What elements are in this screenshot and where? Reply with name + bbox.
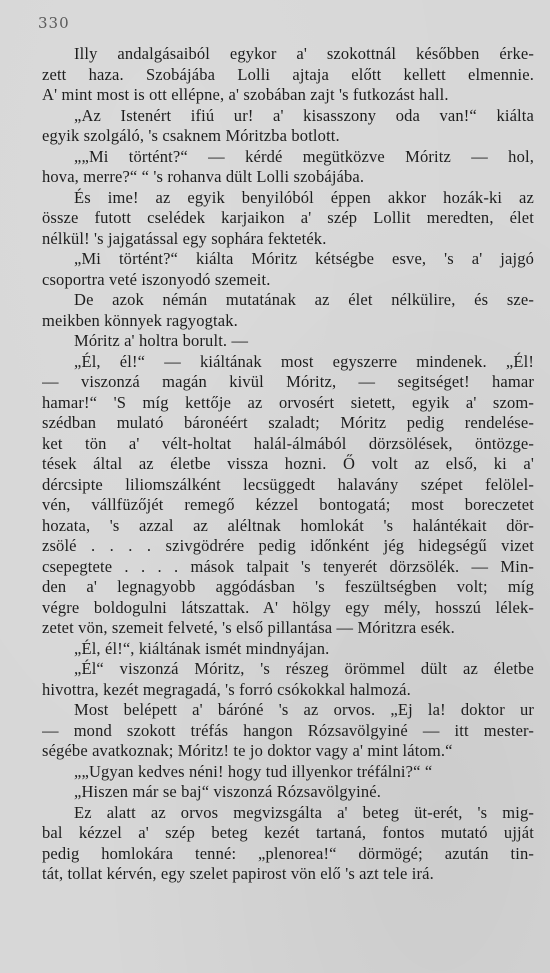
text-line: „Él“ viszonzá Móritz, 's részeg örömmel dült az életbe (74, 659, 534, 678)
text-line: A' mint most is ott ellépne, a' szobában zajt 's futkozást hall. (42, 85, 449, 104)
text-line: csepegtete . . . . mások talpait 's tenyerét dörzsölék. — Min- (42, 556, 534, 576)
text-line: hova, merre?“ “ 's rohanva dült Lolli szobájába. (42, 167, 365, 186)
text-line: hivottra, kezét megragadá, 's forró csókokkal halmozá. (42, 679, 411, 699)
text-line: den a' legnagyobb aggódásban 's feszültségben volt; míg (42, 577, 534, 596)
text-line: Móritz a' holtra borult. — (74, 331, 249, 350)
text-line: szédban mulató báronéért szaladt; Móritz pedig rendelése- (42, 413, 534, 432)
text-line: egyik szolgáló, 's csaknem Móritzba botlott. (42, 126, 340, 145)
text-line: „Él, él!“, kiáltának ismét mindnyájan. (74, 638, 330, 658)
text-line: bal kézzel a' szép beteg kezét tartaná, fontos mutató ujját (42, 823, 534, 842)
text-line: „Hiszen már se baj“ viszonzá Rózsavölgyiné. (74, 782, 382, 801)
text-line: tát, tollat kérvén, egy szelet papirost vön elő 's azt tele irá. (42, 864, 434, 883)
text-line: össze futott cselédek karjaikon a' szép Lollit meredten, élet (42, 208, 534, 227)
text-line: zett haza. Szobájába Lolli ajtaja előtt kellett elmennie. (42, 64, 534, 84)
text-line: csoportra veté iszonyodó szemeit. (42, 269, 271, 289)
text-line: ket tön a' vélt-holtat halál-álmából dörzsölések, öntözge- (42, 433, 534, 453)
text-line: vén, vállfüzőjét remegő kézzel bontogatá; most boreczetet (42, 495, 534, 514)
text-line: Most belépett a' báróné 's az orvos. „Ej la! doktor ur (74, 700, 534, 719)
text-line: „„Mi történt?“ — kérdé megütközve Móritz — hol, (74, 146, 534, 166)
text-line: nélkül! 's jajgatással egy sophára fekteték. (42, 228, 327, 248)
body-text (42, 44, 534, 885)
text-line: De azok némán mutatának az élet nélkülire, és sze- (74, 290, 534, 309)
text-line: dércsipte liliomszálként lecsüggedt halavány szépet felölel- (42, 474, 534, 494)
text-line: zsölé . . . . szivgödrére pedig időnként jég hidegségű vizet (42, 536, 534, 555)
text-line: „Az Istenért ifiú ur! a' kisasszony oda van!“ kiálta (74, 105, 534, 125)
text-line: Ez alatt az orvos megvizsgálta a' beteg üt-erét, 's mig- (74, 802, 534, 822)
text-line: meikben könnyek ragyogtak. (42, 310, 238, 330)
text-line: végre boldogulni látszattak. A' hölgy egy mély, hosszú lélek- (42, 597, 534, 617)
text-line: pedig homlokára tenné: „plenorea!“ dörmögé; azután tin- (42, 843, 534, 863)
text-line: tések által az életbe vissza hozni. Ő volt az első, ki a' (42, 454, 534, 473)
text-line: — viszonzá magán kivül Móritz, — segitséget! hamar (42, 372, 534, 391)
text-line: zetet vön, szemeit felveté, 's első pillantása — Móritzra esék. (42, 618, 455, 637)
text-line: hozata, 's azzal az aléltnak homlokát 's halántékait dör- (42, 515, 534, 535)
text-line: hamar!“ 'S míg kettője az orvosért sietett, egyik a' szom- (42, 392, 534, 412)
text-line: „„Ugyan kedves néni! hogy tud illyenkor tréfálni?“ “ (74, 761, 433, 781)
text-line: ségébe avatkoznak; Móritz! te jo doktor vagy a' mint látom.“ (42, 741, 453, 760)
text-line: Illy andalgásaiból egykor a' szokottnál későbben érke- (74, 44, 534, 63)
text-line: „Él, él!“ — kiáltának most egyszerre mindenek. „Él! (74, 351, 534, 371)
text-line: És ime! az egyik benyilóból éppen akkor hozák-ki az (74, 187, 534, 207)
text-line: „Mi történt?“ kiálta Móritz kétségbe esve, 's a' jajgó (74, 249, 534, 268)
page-number: 330 (38, 14, 70, 32)
text-line: — mond szokott tréfás hangon Rózsavölgyiné — itt mester- (42, 720, 534, 740)
